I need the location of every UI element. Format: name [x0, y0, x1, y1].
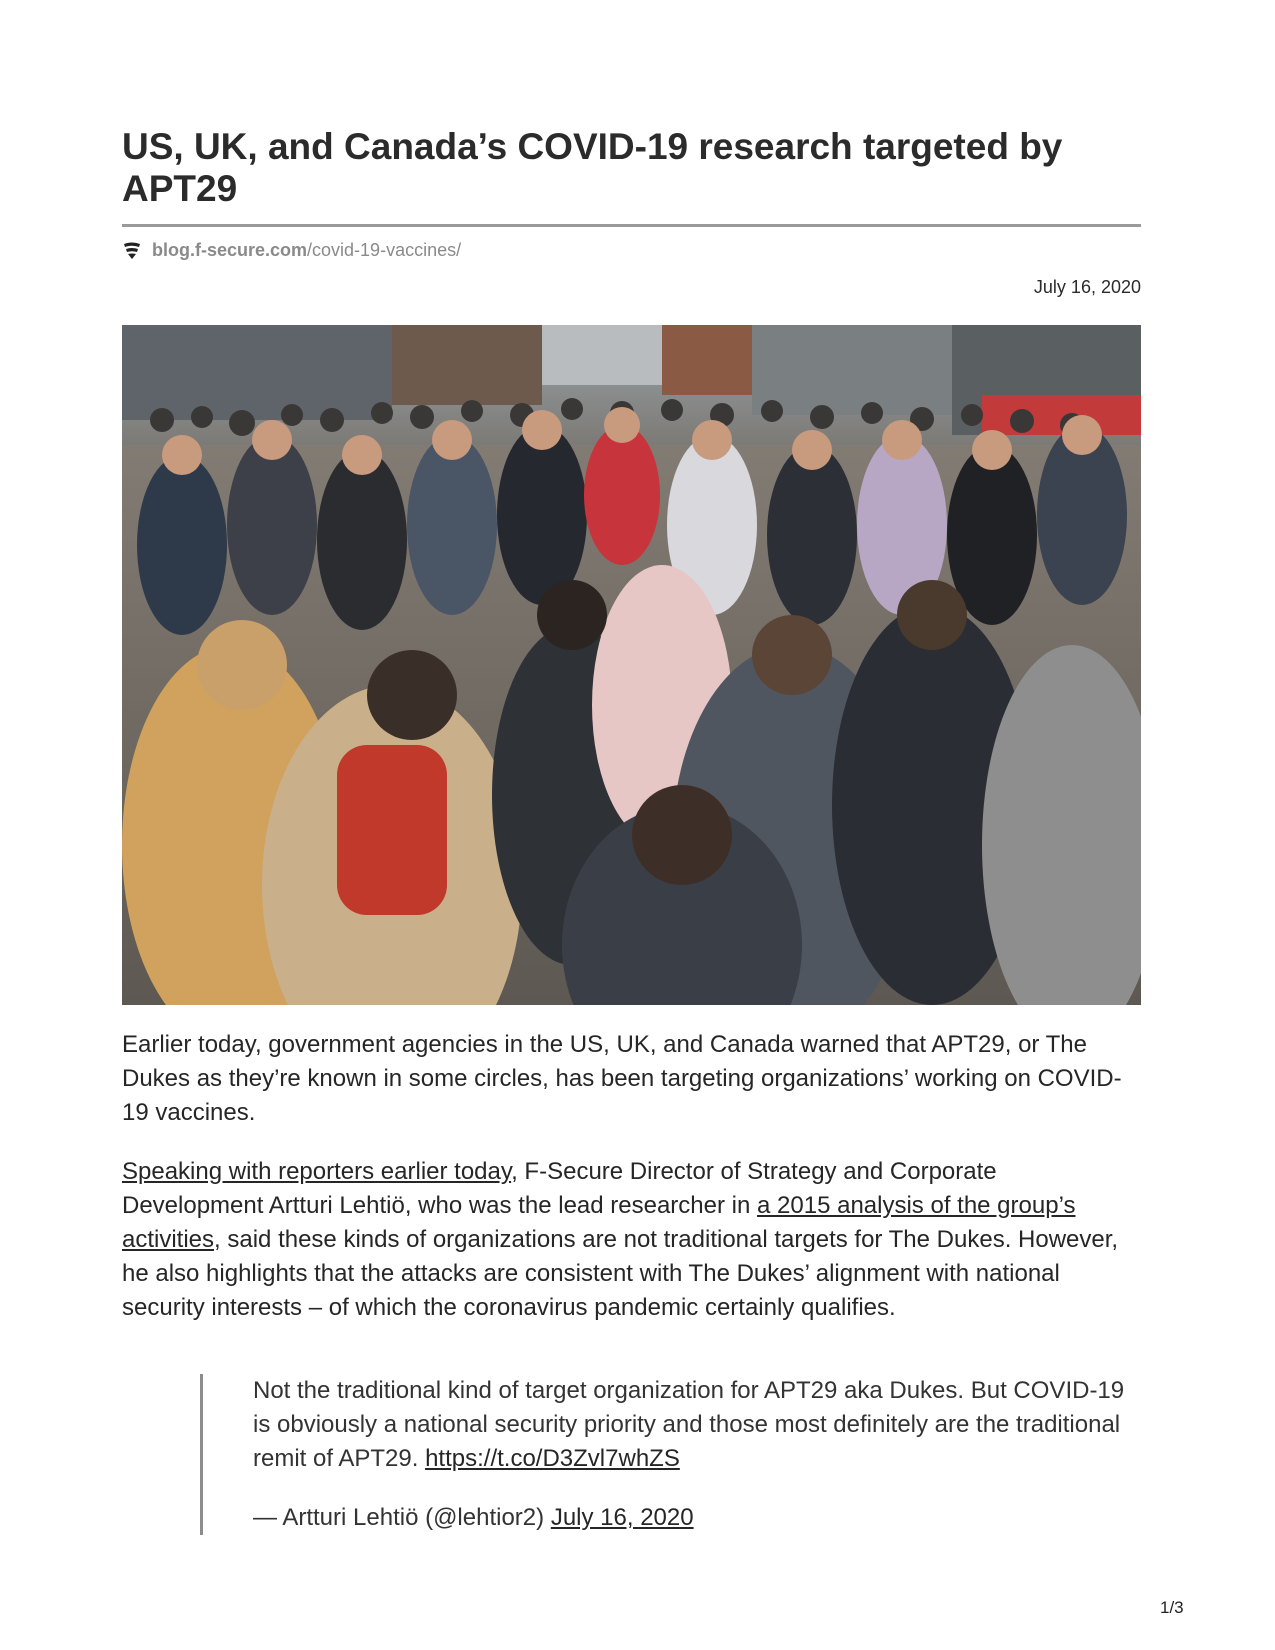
- tweet-body: Not the traditional kind of target organization for APT29 aka Dukes. But COVID-19 is obviously a national security priority and those most definitely are the traditional remit of APT29.: [253, 1377, 1125, 1472]
- tweet-text: [253, 1374, 1140, 1476]
- reporters-link[interactable]: Speaking with reporters earlier today: [122, 1158, 512, 1185]
- source-path: /covid-19-vaccines/: [307, 239, 462, 260]
- crowd-photo: [122, 325, 1141, 1005]
- page-number: 1/3: [1160, 1598, 1184, 1617]
- tweet-author: — Artturi Lehtiö (@lehtior2): [253, 1504, 551, 1531]
- tweet-link[interactable]: https://t.co/D3Zvl7whZS: [425, 1445, 680, 1472]
- embedded-tweet-quote: [200, 1374, 1140, 1535]
- intro-paragraph: Earlier today, government agencies in the US, UK, and Canada warned that APT29, or The Dukes as they’re known in some circles, has been targeting organizations’ working on COVID-19 vaccines.: [122, 1031, 1122, 1126]
- f-secure-logo-icon: [122, 240, 142, 260]
- title-divider: [122, 224, 1141, 227]
- paragraph-text: , said these kinds of organizations are not traditional targets for The Dukes. However, he also highlights that the attacks are consistent with The Dukes’ alignment with national security interests – of which the coronavirus pandemic certainly qualifies.: [122, 1226, 1119, 1321]
- hero-image-crowd: [122, 325, 1141, 1005]
- body-paragraph: [122, 1155, 1122, 1325]
- tweet-attribution: [253, 1501, 1140, 1535]
- page-title: US, UK, and Canada’s COVID-19 research targeted by APT29: [122, 126, 1063, 209]
- analysis-link[interactable]: a 2015 analysis of the group’s activities: [122, 1192, 1076, 1253]
- source-domain: blog.f-secure.com: [152, 239, 308, 260]
- tweet-date-link[interactable]: July 16, 2020: [550, 1504, 694, 1531]
- paragraph-text: , F-Secure Director of Strategy and Corporate Development Artturi Lehtiö, who was the lead researcher in: [122, 1158, 997, 1219]
- publish-date: July 16, 2020: [1033, 277, 1141, 297]
- source-url[interactable]: [122, 238, 461, 262]
